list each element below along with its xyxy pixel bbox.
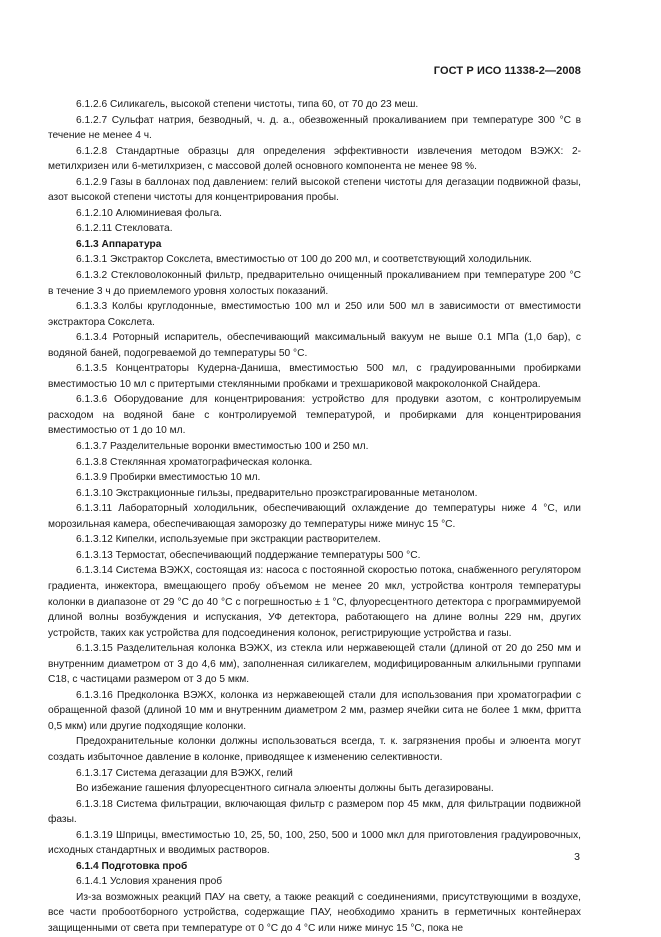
document-body	[48, 97, 581, 937]
paragraph: 6.1.3.11 Лабораторный холодильник, обеспечивающий охлаждение до температуры ниже 4 °С, или морозильная камера, обеспечивающая заморозку до температуры ниже минус 15 °С.	[48, 503, 581, 530]
paragraph: 6.1.4.1 Условия хранения проб	[76, 876, 223, 888]
paragraph: 6.1.3.8 Стеклянная хроматографическая колонка.	[76, 456, 313, 468]
paragraph: 6.1.3.7 Разделительные воронки вместимостью 100 и 250 мл.	[76, 441, 369, 453]
paragraph: 6.1.2.9 Газы в баллонах под давлением: гелий высокой степени чистоты для дегазации подвижной фазы, азот высокой степени чистоты для концентрирования пробы.	[48, 176, 581, 204]
section-heading: 6.1.4 Подготовка проб	[76, 860, 188, 872]
paragraph: 6.1.3.6 Оборудование для концентрирования: устройство для продувки азотом, с контролируемым расходом на водяной бане с контролируемой температурой, и пробирками для концентрирования вместимостью от 1 до 10 мл.	[48, 394, 581, 437]
paragraph: 6.1.2.8 Стандартные образцы для определения эффективности извлечения методом ВЭЖХ: 2-метилхризен или 6-метилхризен, с массовой долей основного компонента не менее 98 %.	[48, 145, 581, 173]
paragraph: 6.1.3.12 Кипелки, используемые при экстракции растворителем.	[76, 534, 381, 546]
paragraph: 6.1.3.19 Шприцы, вместимостью 10, 25, 50, 100, 250, 500 и 1000 мкл для приготовления градуировочных, исходных стандартных и вводимых растворов.	[48, 829, 581, 857]
paragraph: 6.1.2.10 Алюминиевая фольга.	[76, 207, 222, 219]
paragraph: 6.1.2.7 Сульфат натрия, безводный, ч. д. а., обезвоженный прокаливанием при температуре 300 °С в течение не менее 4 ч.	[48, 114, 581, 142]
paragraph: 6.1.3.4 Роторный испаритель, обеспечивающий максимальный вакуум не выше 0.1 МПа (1,0 бар), с водяной баней, подогреваемой до температуры 50 °С.	[48, 332, 581, 359]
paragraph: 6.1.3.9 Пробирки вместимостью 10 мл.	[76, 472, 261, 484]
paragraph: 6.1.2.11 Стекловата.	[76, 223, 173, 235]
paragraph: 6.1.3.18 Система фильтрации, включающая фильтр с размером пор 45 мкм, для фильтрации подвижной фазы.	[48, 798, 581, 826]
paragraph: 6.1.3.1 Экстрактор Сокслета, вместимостью от 100 до 200 мл, и соответствующий холодильник.	[76, 254, 532, 266]
paragraph: 6.1.3.15 Разделительная колонка ВЭЖХ, из стекла или нержавеющей стали (длиной от 20 до 250 мм и внутренним диаметром от 3 до 4,6 мм), заполненная силикагелем, модифицированным алкильными группами С18, с частицами размером от 3 до 5 мкм.	[48, 643, 581, 686]
paragraph: Предохранительные колонки должны использоваться всегда, т. к. загрязнения пробы и элюента могут создать избыточное давление в колонке, приводящее к изменению селективности.	[48, 736, 581, 763]
paragraph: 6.1.3.17 Система дегазации для ВЭЖХ, гелий	[76, 767, 293, 779]
section-heading: 6.1.3 Аппаратура	[76, 238, 162, 250]
paragraph: 6.1.3.5 Концентраторы Кудерна-Даниша, вместимостью 500 мл, с градуированными пробирками вместимостью 10 мл с притертыми стеклянными пробками и трехшариковой макроколонкой Снайдера.	[48, 363, 581, 390]
page-number: 3	[574, 851, 580, 863]
paragraph: 6.1.3.14 Система ВЭЖХ, состоящая из: насоса с постоянной скоростью потока, снабженного регулятором градиента, инжектора, вмещающего пробу объемом не менее 20 мкл, устройства контроля температуры колонки в диапазоне от 29 °С до 40 °С с погрешностью ± 1 °С, флуоресцентного детектора с программируемой длиной волны возбуждения и испускания, УФ детектора, работающего на длине волны 229 нм, других устройств, таких как устройства для подсоединения колонок, регистрирующие устройства и газы.	[48, 565, 581, 639]
paragraph: 6.1.3.16 Предколонка ВЭЖХ, колонка из нержавеющей стали для использования при хроматографии с обращенной фазой (длиной 10 мм и внутренним диаметром 2 мм, размер ячейки сита не более 1 мкм, фритта 0,5 мкм) или другие подходящие колонки.	[48, 689, 581, 732]
paragraph: Во избежание гашения флуоресцентного сигнала элюенты должны быть дегазированы.	[76, 783, 494, 795]
paragraph: Из-за возможных реакций ПАУ на свету, а также реакций с соединениями, присутствующими в воздухе, все части пробоотборного устройства, содержащие ПАУ, необходимо хранить в герметичных контейнерах защищенными от света при температуре от 0 °С до 4 °С или ниже минус 15 °С, пока не	[48, 891, 581, 934]
paragraph: 6.1.2.6 Силикагель, высокой степени чистоты, типа 60, от 70 до 23 меш.	[76, 99, 419, 110]
paragraph: 6.1.3.3 Колбы круглодонные, вместимостью 100 мл и 250 или 500 мл в зависимости от вместимости экстрактора Сокслета.	[48, 301, 581, 328]
standard-header: ГОСТ Р ИСО 11338-2—2008	[433, 65, 581, 77]
paragraph: 6.1.3.13 Термостат, обеспечивающий поддержание температуры 500 °С.	[76, 549, 421, 561]
paragraph: 6.1.3.10 Экстракционные гильзы, предварительно проэкстрагированные метанолом.	[76, 487, 478, 499]
paragraph: 6.1.3.2 Стекловолоконный фильтр, предварительно очищенный прокаливанием при температуре 200 °С в течение 3 ч до приемлемого уровня холостых показаний.	[48, 270, 581, 297]
